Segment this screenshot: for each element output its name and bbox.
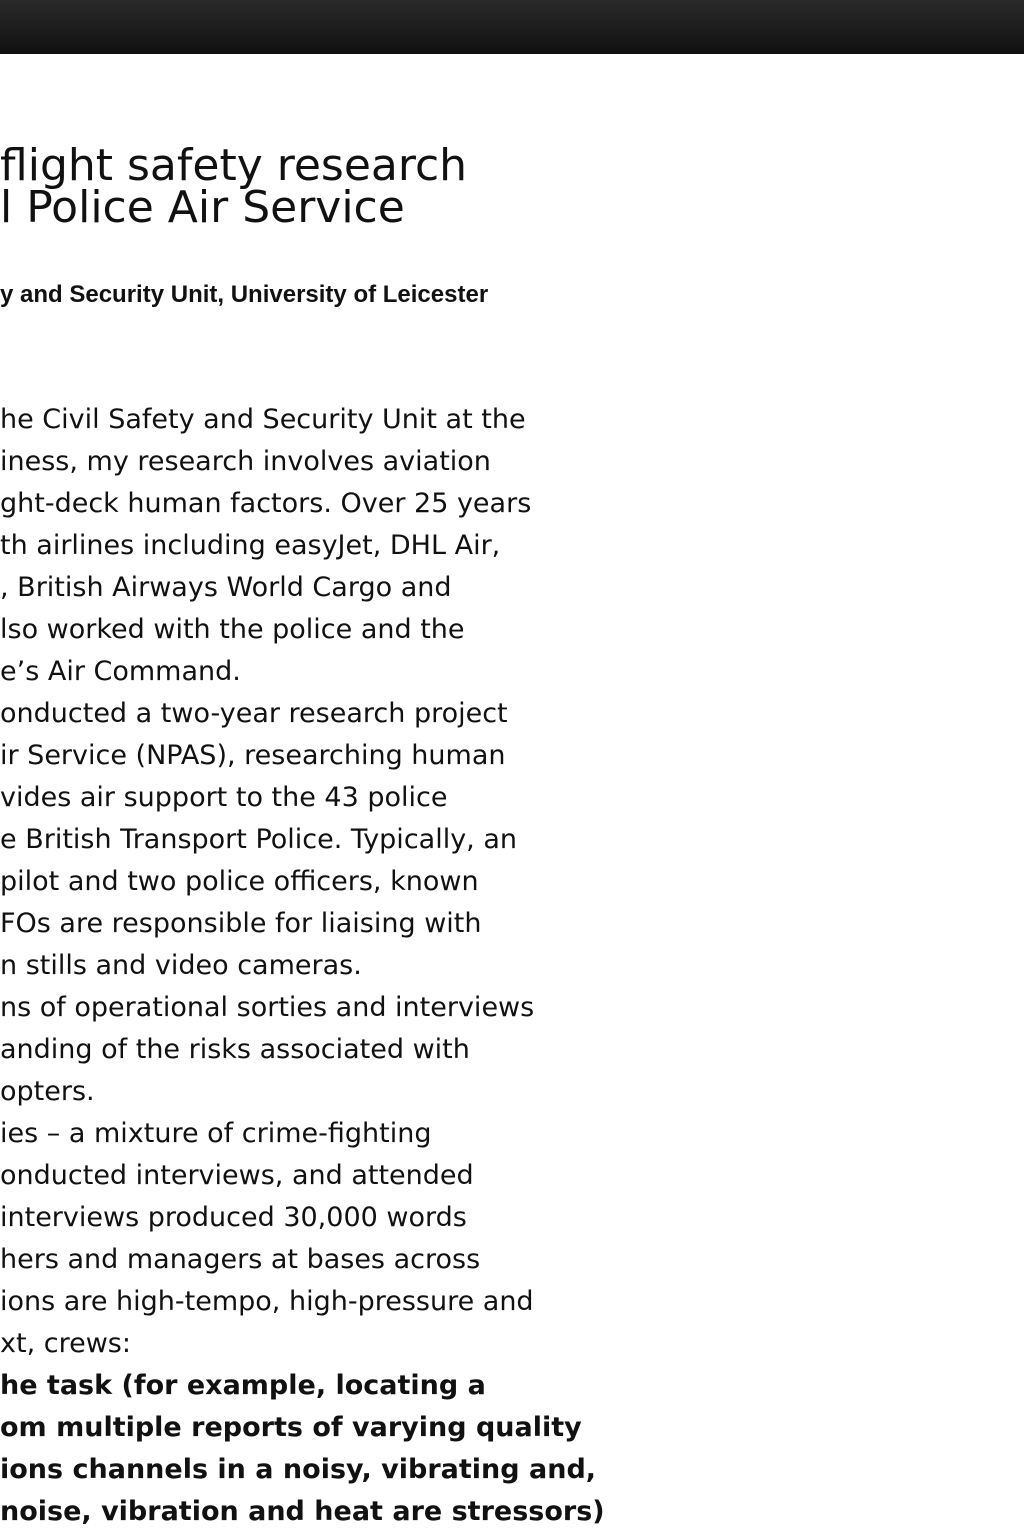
body-line: opters. [0, 1076, 95, 1107]
body-line: ir Service (NPAS), researching human [0, 740, 506, 771]
body-line: iness, my research involves aviation [0, 446, 491, 477]
title-line-1: flight safety research [0, 140, 468, 191]
bold-list-line: om multiple reports of varying quality [0, 1412, 582, 1443]
body-line: th airlines including easyJet, DHL Air, [0, 530, 501, 561]
body-line: xt, crews: [0, 1328, 131, 1359]
body-line: , British Airways World Cargo and [0, 572, 452, 603]
body-line: hers and managers at bases across [0, 1244, 481, 1275]
bold-list-line: ions channels in a noisy, vibrating and, [0, 1454, 597, 1485]
body-line: ns of operational sorties and interviews [0, 992, 535, 1023]
author-affiliation: y and Security Unit, University of Leicester [0, 281, 489, 308]
bold-list-line: noise, vibration and heat are stressors) [0, 1496, 605, 1527]
top-bar [0, 0, 1024, 54]
title-line-2: l Police Air Service [0, 182, 405, 233]
body-line: e British Transport Police. Typically, an [0, 824, 518, 855]
body-line: pilot and two police officers, known [0, 866, 479, 897]
body-line: onducted interviews, and attended [0, 1160, 474, 1191]
bold-list-line: he task (for example, locating a [0, 1370, 486, 1401]
body-line: ght-deck human factors. Over 25 years [0, 488, 532, 519]
body-line: interviews produced 30,000 words [0, 1202, 467, 1233]
body-line: lso worked with the police and the [0, 614, 465, 645]
article-body [0, 399, 1024, 1533]
body-line: ions are high-tempo, high-pressure and [0, 1286, 534, 1317]
body-line: ies – a mixture of crime-fighting [0, 1118, 432, 1149]
body-line: n stills and video cameras. [0, 950, 362, 981]
article-page [0, 54, 1024, 1536]
body-line: anding of the risks associated with [0, 1034, 470, 1065]
article-title [0, 138, 468, 233]
body-line: e’s Air Command. [0, 656, 241, 687]
body-line: he Civil Safety and Security Unit at the [0, 404, 526, 435]
body-line: onducted a two-year research project [0, 698, 508, 729]
body-line: vides air support to the 43 police [0, 782, 448, 813]
body-line: FOs are responsible for liaising with [0, 908, 482, 939]
